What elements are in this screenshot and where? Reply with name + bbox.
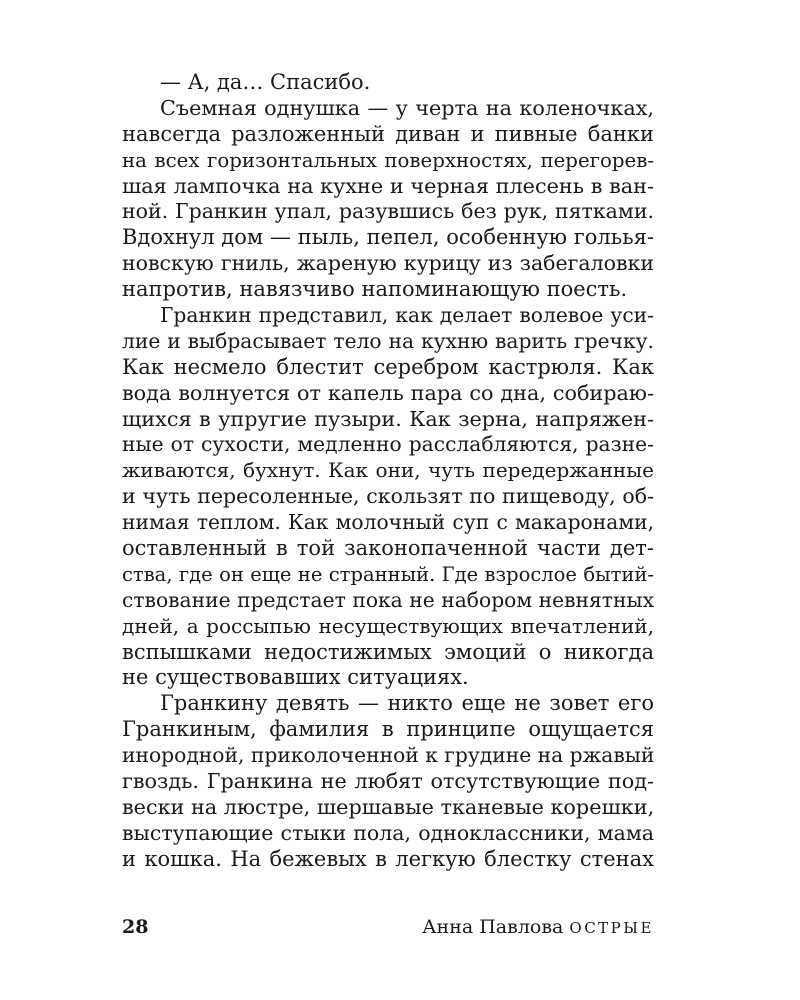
text-line: и кошка. На бежевых в легкую блестку стенах (122, 846, 654, 871)
text-line: Вдохнул дом — пыль, пепел, особенную гольья- (122, 225, 654, 250)
text-line: ствование предстает пока не набором невнятных (122, 587, 654, 612)
text-line: напротив, навязчиво напоминающую поесть. (122, 277, 628, 302)
text-line: лие и выбрасывает тело на кухню варить гречку. (122, 328, 654, 353)
text-line: дней, а россыпью несуществующих впечатлений, (122, 613, 654, 638)
text-line: — А, да… Спасибо. (160, 70, 371, 94)
text-line: новскую гниль, жареную курицу из забегаловки (122, 251, 654, 276)
text-line: Гранкиным, фамилия в принципе ощущается (122, 717, 654, 742)
text-line: Гранкин представил, как делает волевое уси- (160, 303, 654, 328)
text-line: на всех горизонтальных поверхностях, перегорев- (122, 148, 654, 172)
text-line: гвоздь. Гранкина не любят отсутствующие под- (122, 769, 654, 794)
text-line: Съемная однушка — у черта на коленочках, (160, 95, 654, 120)
text-line: вспышками недостижимых эмоций о никогда (122, 639, 654, 664)
text-line: нимая теплом. Как молочный суп с макаронами, (122, 510, 654, 535)
text-line: не существовавших ситуациях. (122, 665, 469, 690)
text-line: вода волнуется от капель пара со дна, собираю- (122, 380, 654, 405)
text-line: шая лампочка на кухне и черная плесень в ван- (122, 173, 654, 198)
text-line: Как несмело блестит серебром кастрюля. Как (122, 354, 654, 379)
text-line: ные от сухости, медленно расслабляются, разне- (122, 432, 654, 457)
body-text (122, 70, 654, 873)
running-head-title: ОСТРЫЕ (569, 919, 654, 937)
text-line: вески на люстре, шершавые тканевые корешки, (122, 794, 655, 819)
text-line: щихся в упругие пузыри. Как зерна, напряжен- (122, 406, 654, 431)
running-head-author: Анна Павлова (422, 916, 564, 938)
text-line: навсегда разложенный диван и пивные банки (122, 121, 654, 146)
text-line: и чуть пересоленные, скользят по пищеводу, об- (122, 484, 654, 509)
text-line: Гранкину девять — никто еще не зовет его (160, 691, 654, 716)
text-line: ства, где он еще не странный. Где взрослое бытий- (122, 562, 654, 586)
text-line: оставленный в той законопаченной части дет- (122, 536, 654, 561)
page-number: 28 (122, 916, 149, 938)
text-line: инородной, приколоченной к грудине на ржавый (122, 743, 655, 768)
running-head (422, 912, 654, 943)
page-footer (122, 912, 654, 942)
text-line: ной. Гранкин упал, разувшись без рук, пятками. (122, 199, 654, 224)
text-line: живаются, бухнут. Как они, чуть передержанные (122, 458, 654, 483)
text-line: выступающие стыки пола, одноклассники, мама (122, 820, 654, 845)
